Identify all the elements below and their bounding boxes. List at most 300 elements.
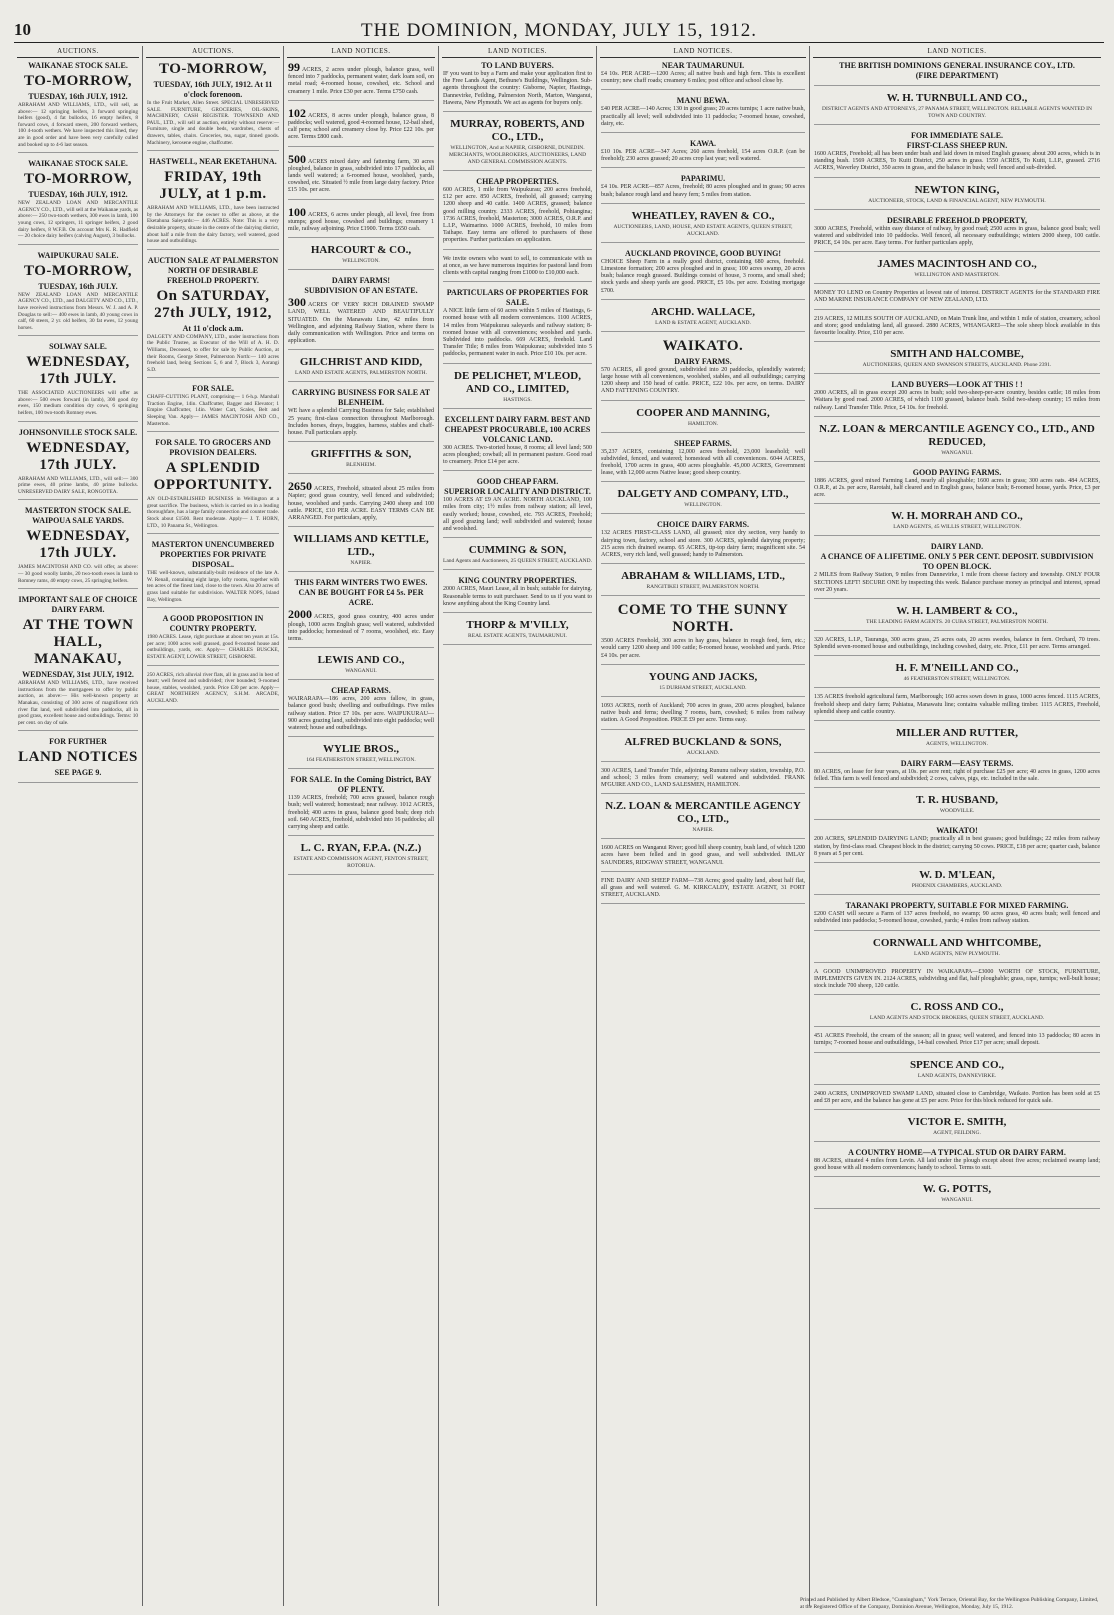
ad-heading: PARTICULARS OF PROPERTIES FOR SALE. <box>446 288 589 308</box>
advertisement <box>814 348 1100 374</box>
ad-listing <box>601 530 805 559</box>
ads-list <box>597 61 809 904</box>
ad-heading: PAPARIMU. <box>680 174 726 184</box>
ad-listing <box>443 586 592 608</box>
ad-heading: WAIKANAE STOCK SALE. <box>28 61 128 70</box>
ad-listing <box>814 390 1100 412</box>
ad-listing <box>601 768 805 790</box>
agent-name: H. F. M'NEILL AND CO., <box>895 662 1019 675</box>
ads-list <box>810 61 1104 1209</box>
ad-heading: DAIRY FARM—EASY TERMS. <box>900 759 1014 769</box>
advertisement <box>814 1001 1100 1027</box>
ad-listing <box>814 769 1100 783</box>
ad-subheading: WEDNESDAY, 31st JULY, 1912. <box>22 670 134 680</box>
column-auctions-2 <box>143 46 284 1606</box>
advertisement <box>601 306 805 332</box>
ad-heading: KING COUNTRY PROPERTIES. <box>458 576 577 586</box>
listing-text: ACRES, 6 acres under plough, all level, free from stumps; good house, cowshed and buildings; creamery 1 mile, railway adjoining. Price £1900. Terms £650 cash. <box>288 211 434 233</box>
ad-heading: THIS FARM WINTERS TWO EWES. CAN BE BOUGHT FOR £4 5s. PER ACRE. <box>294 578 428 608</box>
further-title: LAND NOTICES <box>18 749 138 766</box>
ad-listing <box>601 878 805 900</box>
advertisement <box>18 595 138 731</box>
advertisement <box>814 258 1100 284</box>
listing-text: 80 ACRES, on lease for four years, at 10s. per acre rent; right of purchase £25 per acre; 40 acres in grass, 1200 acres felled. This farm is well fenced and subdivided; 2 cows, calves, pigs, etc. included in the sale. <box>814 769 1100 783</box>
listing-text: MONEY TO LEND on Country Properties at lowest rate of interest. DISTRICT AGENTS for the STANDARD FIRE AND MARINE INSURANCE COMPANY OF NEW ZEALAND, LTD. <box>814 290 1100 304</box>
advertisement <box>288 448 434 474</box>
advertisement <box>288 533 434 572</box>
ad-listing <box>814 1033 1100 1047</box>
advertisement <box>814 1116 1100 1142</box>
advertisement <box>443 177 592 250</box>
advertisement <box>814 1033 1100 1052</box>
listing-text: ACRES, 2 acres under plough, balance grass, well fenced into 7 paddocks, permanent water, dark loam soil, on metal road; 4-roomed house, cowshed, etc. School and creamery 1 mile. Price £30 per acre. Terms £750 cash. <box>288 67 434 95</box>
agent-name: NEWTON KING, <box>914 183 1000 196</box>
advertisement <box>601 520 805 564</box>
agent-address: BLENHEIM. <box>346 462 376 469</box>
agent-address: WELLINGTON AND MASTERTON. <box>914 272 1000 279</box>
ad-listing <box>814 290 1100 304</box>
ad-heading: SOLWAY SALE. <box>49 342 107 352</box>
ad-heading: SHEEP FARMS. <box>674 438 732 448</box>
listing-text: FINE DAIRY AND SHEEP FARM—738 Acres; good quality land, about half flat, all grass and well watered. G. M. KIRKCALDY, ESTATE AGENT, 31 FORT STREET, AUCKLAND. <box>601 877 805 899</box>
ad-subheading: TUESDAY, 16th JULY. <box>38 281 118 291</box>
listing-text: 219 ACRES, 12 MILES SOUTH OF AUCKLAND, on Main Trunk line, and within 1 mile of station, creamery, school and store; good undulating land, all grassed. 2880 ACRES, WHANGAREI—The sole sheep block available in this favourite locality. Price, £10 per acre. <box>814 315 1100 337</box>
ad-heading: THE BRITISH DOMINIONS GENERAL INSURANCE COY., LTD. <box>839 61 1075 70</box>
ad-heading: CARRYING BUSINESS FOR SALE AT BLENHEIM. <box>291 388 431 408</box>
agent-address: LAND AGENTS, DANNEVIRKE. <box>917 1072 997 1079</box>
listing-text: £4 10s. PER ACRE—857 Acres, freehold; 80 acres ploughed and in grass; 90 acres bush; balance rough land and heavy fern; 5 miles from station. <box>601 184 805 198</box>
ad-body: JAMES MACINTOSH AND CO. will offer, as above:— 30 good woolly lambs, 20 two-tooth ewes in lamb to Romney rams, 40 empty cows, 25 springing heifers. <box>18 564 138 584</box>
ad-heading: DESIRABLE FREEHOLD PROPERTY, <box>886 215 1028 225</box>
advertisement <box>443 288 592 363</box>
advertisement <box>601 570 805 596</box>
ad-listing <box>288 107 434 142</box>
advertisement <box>18 506 138 589</box>
agent-name: CUMMING & SON, <box>468 544 567 557</box>
ad-listing <box>443 187 592 245</box>
agent-address: DISTRICT AGENTS AND ATTORNEYS, 27 PANAMA STREET, WELLINGTON. RELIABLE AGENTS WANTED IN TOWN AND COUNTRY. <box>822 106 1092 119</box>
ad-listing <box>814 1158 1100 1172</box>
agent-name: W. D. M'LEAN, <box>919 869 995 882</box>
acreage-figure: 102 <box>288 105 306 120</box>
ad-listing <box>601 184 805 198</box>
ad-heading: JOHNSONVILLE STOCK SALE. <box>18 427 138 437</box>
agent-address: LAND AGENTS, NEW PLYMOUTH. <box>914 950 1000 957</box>
advertisement <box>601 488 805 514</box>
advertisement <box>814 826 1100 863</box>
advertisement <box>18 428 138 501</box>
column-header: AUCTIONS. <box>17 46 139 58</box>
agent-address: REAL ESTATE AGENTS, TAUMARUNUI. <box>468 632 567 639</box>
advertisement <box>601 878 805 905</box>
column-land-notices-5 <box>597 46 810 1606</box>
advertisement <box>288 244 434 270</box>
listing-text: 2000 ACRES, Mauri Lease, all in bush; suitable for dairying. Reasonable terms to suit purchaser. Send to us if you want to know anything about the King Country land. <box>443 586 592 607</box>
ad-listing <box>814 478 1100 500</box>
agent-name: GRIFFITHS & SON, <box>310 448 412 461</box>
ad-body: ABRAHAM AND WILLIAMS, LTD., will sell:— 300 prime ewes, 40 prime lambs, 40 prime bullocks. UNRESERVED DAIRY SALE, RONGOTEA. <box>18 475 138 495</box>
ad-display-line: WAIKATO. <box>662 337 744 354</box>
advertisement <box>814 662 1100 688</box>
ad-display-line: WEDNESDAY, 17th JULY. <box>26 354 130 388</box>
advertisement <box>814 1148 1100 1177</box>
advertisement <box>288 743 434 769</box>
column-header: LAND NOTICES. <box>813 46 1101 58</box>
imprint-footer: Printed and Published by Albert Bledsoe, "Cunningham," York Terrace, Oriental Bay, for the Wellington Publishing Company, Limited, at the Registered Office of the Company, Dominion Avenue, Wellington, Monday, July 15, 1912. <box>800 1597 1099 1610</box>
agent-address: 15 DURHAM STREET, AUCKLAND. <box>659 684 747 691</box>
agent-address: WANGANUI. <box>941 449 973 456</box>
ad-listing <box>814 1091 1100 1105</box>
ad-subheading: DAIRY FARMS. <box>674 356 732 366</box>
ad-heading: GOOD PAYING FARMS. <box>912 467 1002 477</box>
advertisement <box>814 727 1100 753</box>
agent-name: N.Z. LOAN & MERCANTILE AGENCY CO., LTD., AND REDUCED, <box>819 422 1095 448</box>
acreage-figure: 100 <box>288 204 306 219</box>
ad-body: ABRAHAM AND WILLIAMS, LTD., have received instructions from the mortgagees to offer by public auction, as above:— His well-known property at Manakau, consisting of 300 acres of magnificent rich river flat land, well subdivided into paddocks, all in good grass, excellent house and outbuildings. Terms: 10 per cent. on day of sale. <box>18 680 138 726</box>
ad-heading: IMPORTANT SALE OF CHOICE DAIRY FARM. <box>18 595 138 615</box>
advertisement <box>443 576 592 613</box>
ad-listing <box>601 106 805 128</box>
listing-text: 2400 ACRES, UNIMPROVED SWAMP LAND, situated close to Cambridge, Waikato. Portion has been sold at £5 and £8 per acre, and the balance has gone at £5 per acre. Price for this block reduced for quick sale. <box>814 1090 1100 1104</box>
agent-name: MURRAY, ROBERTS, AND CO., LTD., <box>450 118 585 144</box>
ad-body: 250 ACRES, rich alluvial river flats, all in grass and in best of heart; well fenced and subdivided; river bounded; 9-roomed house, stables, woolshed, yards. Price £30 per acre. Apply— GREAT NORTHERN AGENCY, S.H.M. ARCADE, AUCKLAND. <box>147 671 279 704</box>
ad-display-line: TO-MORROW, <box>24 73 132 89</box>
agent-address: WANGANUI. <box>345 668 377 675</box>
ad-body: THE ASSOCIATED AUCTIONEERS will offer as above:— 500 ewes forward (in lamb), 300 good dry ewes, 150 medium condition dry cows, 6 springing heifers, 100 two-tooth Romney ewes. <box>18 390 138 417</box>
listing-text: £10 10s. PER ACRE—347 Acres; 260 acres freehold, 154 acres O.R.P. (can be freehold); 230 acres grassed; 20 acres crop last year; well watered. <box>601 149 805 163</box>
advertisement <box>601 407 805 433</box>
ad-subheading: TUESDAY, 16th JULY, 1912. <box>28 92 128 101</box>
agent-address: LAND AGENTS AND STOCK BROKERS, QUEEN STREET, AUCKLAND. <box>869 1015 1045 1022</box>
agent-name: C. ROSS AND CO., <box>910 1001 1004 1014</box>
ad-listing <box>443 256 592 278</box>
agent-address: AUCKLAND. <box>686 749 720 756</box>
ad-display-line: TO-MORROW, <box>159 61 267 77</box>
advertisement <box>443 544 592 570</box>
advertisement <box>147 256 279 379</box>
agent-address: ESTATE AND COMMISSION AGENT, FENTON STREET, ROTORUA. <box>293 856 429 870</box>
listing-text: 570 ACRES, all good ground, subdivided into 20 paddocks, splendidly watered; large house with all conveniences, woolshed, stables, and all outbuildings; carrying 1200 sheep and 150 head of cattle. PRICE, £22 10s. per acre, on terms. DAIRY AND FATTENING COUNTRY. <box>601 366 805 395</box>
ad-listing <box>601 149 805 163</box>
ad-listing <box>443 497 592 533</box>
advertisement <box>443 477 592 538</box>
advertisement <box>443 370 592 409</box>
agent-name: SPENCE AND CO., <box>909 1058 1005 1071</box>
listing-text: 135 ACRES freehold agricultural farm, Marlborough; 160 acres sown down in grass, 1000 acres fenced. 1115 ACRES, freehold sheep and dairy farm; Pahiatua, Manawatu line; contains valuable milling timber. 1115 ACRES, Freehold, splendid sheep and cattle country. <box>814 694 1100 715</box>
ad-display-line: AT THE TOWN HALL, MANAKAU, <box>22 617 134 668</box>
advertisement <box>147 672 279 710</box>
ad-subheading: A CHANCE OF A LIFETIME. ONLY 5 PER CENT. DEPOSIT. SUBDIVISION TO OPEN BLOCK. <box>820 552 1094 572</box>
advertisement <box>443 118 592 171</box>
listing-text: ACRES mixed dairy and fattening farm, 30 acres ploughed, balance in grass, subdivided into 17 paddocks, all lands well watered; a 6-roomed house, woolshed, yards, cowshed, etc. Situated ½ mile from large dairy factory. Price £15 10s. per acre. <box>288 158 434 194</box>
agent-name: JAMES MACINTOSH AND CO., <box>877 258 1037 271</box>
further-heading: FOR FURTHER <box>49 737 107 747</box>
ad-heading: HASTWELL, NEAR EKETAHUNA. <box>149 157 277 167</box>
advertisement <box>18 342 138 421</box>
advertisement <box>288 276 434 350</box>
advertisement <box>601 736 805 762</box>
ad-heading: FOR SALE. TO GROCERS AND PROVISION DEALERS. <box>155 438 271 458</box>
advertisement <box>147 438 279 534</box>
listing-text: 1139 ACRES, freehold; 700 acres grassed, balance rough bush; well watered; homestead; near railway. 1012 ACRES, freehold; 400 acres in grass, balance good bush; deep rich soil. 640 ACRES, freehold, subdivided into 16 paddocks; all carrying sheep and cattle. <box>288 795 434 830</box>
ad-heading: AUCTION SALE AT PALMERSTON NORTH OF DESIRABLE FREEHOLD PROPERTY. <box>147 255 279 285</box>
listing-text: IF you want to buy a Farm and make your application first to the Free Lands Agent, Bethune's Buildings, Wellington. Sub-agents throughout the country: Gisborne, Napier, Hastings, Dannevirke, Feilding, Palmerston North, Marton, Wanganui, Hawera, New Plymouth. We act as agents for buyers only. <box>443 71 592 106</box>
ad-heading: CHEAP PROPERTIES. <box>476 177 559 187</box>
ad-subheading: (FIRE DEPARTMENT) <box>915 71 999 80</box>
listing-text: A NICE little farm of 60 acres within 5 miles of Hastings, 6-roomed house with all modern conveniences. 1100 ACRES, 14 miles from Waipukurau saleyards and railway station; 8-roomed house with all conveniences; woolshed and yards. Subdivided into paddocks. 669 ACRES, freehold. Land Transfer Title; 8 miles from Waipukurau; subdivided into 5 paddocks, permanent water in each. Price £10 10s. per acre. <box>443 308 592 358</box>
listing-text: £200 CASH will secure a Farm of 137 acres freehold, no swamp; 90 acres grass, 40 acres bush; well fenced and subdivided into paddocks; 5-roomed house, cowshed, yards; 4 miles from railway station. <box>814 911 1100 925</box>
ad-subheading: FIRST-CLASS SHEEP RUN. <box>906 141 1008 150</box>
columns <box>14 46 1104 1606</box>
advertisement <box>147 157 279 250</box>
ad-listing <box>601 367 805 396</box>
further-land-notices <box>18 737 138 783</box>
acreage-figure: 2000 <box>288 607 312 622</box>
ad-body: THE well-known, substantially-built residence of the late A. W. Renall, containing eight large, lofty rooms, together with ten acres of the finest land, close to the town. Also 20 acres of grass land suitable for subdivision. WALTER NOPS, Island Bay, Wellington. <box>147 570 279 603</box>
advertisement <box>601 671 805 697</box>
ad-heading: WAIKATO! <box>936 826 978 836</box>
advertisement <box>814 694 1100 721</box>
advertisement <box>601 96 805 133</box>
ad-body: NEW ZEALAND LOAN AND MERCANTILE AGENCY CO., LTD., will sell at the Waikanae yards, as above:— 250 two-tooth wethers, 300 ewes in lamb, 100 young cows, 12 springers, 11 springer heifers, 2 good dairy heifers, 8 W.F.B. On account Mrs K. R. Hadfield— 20 choice dairy heifers (calving August), 3 bullocks. <box>18 200 139 240</box>
ads-list <box>284 61 438 875</box>
agent-address: PHOENIX CHAMBERS, AUCKLAND. <box>911 883 1003 890</box>
ad-body: ABRAHAM AND WILLIAMS, LTD., will sell, as above:— 12 springing heifers, 3 forward springing heifers (good), 4 fat bullocks, 16 empty heifers, 8 forward cows, 4 forward steers, 200 forward wethers, 100 4-tooth wethers. We have inspected this lined, they are in good order and have been very carefully culled and booked up to 4-6 last season. <box>18 102 138 148</box>
ad-subheading: SUBDIVISION OF AN ESTATE. <box>304 286 418 296</box>
ad-listing <box>814 316 1100 338</box>
ad-heading: LAND BUYERS—LOOK AT THIS ! ! <box>891 380 1023 390</box>
agent-address: 46 FEATHERSTON STREET, WELLINGTON. <box>903 676 1011 683</box>
agent-address: WELLINGTON, And at NAPIER, GISBORNE, DUNEDIN. MERCHANTS, WOOLBROKERS, AUCTIONEERS, LAND AND GENERAL COMMISSION AGENTS. <box>448 145 587 166</box>
agent-address: WOODVILLE. <box>939 808 975 815</box>
advertisement <box>814 605 1100 631</box>
ad-heading: KAWA. <box>689 139 716 149</box>
agent-address: AUCTIONEER, STOCK, LAND & FINANCIAL AGENT, NEW PLYMOUTH. <box>868 197 1046 204</box>
agent-name: MILLER AND RUTTER, <box>896 727 1018 740</box>
ad-body: In the Fruit Market, Allen Street. SPECIAL UNRESERVED SALE. FURNITURE, GROCERIES, OIL-SKINS, MACHINERY, CASH REGISTER. TOWNSEND AND PAUL, LTD., will sell at auction, entirely without reserve:— Furniture, single and double beds, wardrobes, chests of drawers, tables, chairs. Groceries, tea, sugar, tinned goods. Machinery, kerosene engine, chaffcutter. <box>147 100 279 146</box>
advertisement <box>288 578 434 648</box>
agent-name: YOUNG AND JACKS, <box>648 670 758 683</box>
advertisement <box>18 251 138 337</box>
acreage-figure: 300 <box>288 295 306 310</box>
advertisement <box>814 380 1100 417</box>
advertisement <box>443 415 592 472</box>
agent-address: NAPIER. <box>350 560 372 567</box>
listing-text: 1600 ACRES, Freehold; all has been under bush and laid down in mixed English grasses; about 200 acres, which is in standing bush. 1569 ACRES, To Kuiti District, 250 acres in grass. 1550 ACRES, To Kuiti, L.I.P., grassed. 2716 ACRES, Waverley District, 350 acres in grass, and the balance in bush; well fenced and sub-divided. <box>814 151 1100 172</box>
advertisement <box>147 540 279 608</box>
ad-listing <box>814 969 1100 991</box>
ad-body: NEW ZEALAND LOAN AND MERCANTILE AGENCY CO., LTD., and DALGETY AND CO., LTD., have received instructions from Messrs. W. J. and A. P. Douglas to sell:— 400 ewes in lamb, 40 young cows in calf, 60 steers, 2 yr. old heifers, 30 fat ewes, 12 young horses. <box>18 291 138 331</box>
agent-name: WYLIE BROS., <box>322 743 400 756</box>
advertisement <box>814 542 1100 599</box>
agent-name: ALFRED BUCKLAND & SONS, <box>624 735 782 748</box>
advertisement <box>814 901 1100 930</box>
agent-name: W. H. TURNBULL AND CO., <box>886 92 1028 104</box>
ad-listing <box>814 836 1100 858</box>
advertisement <box>601 602 805 665</box>
ad-display-line: FRIDAY, 19th JULY, at 1 p.m. <box>159 169 267 203</box>
ad-listing <box>601 845 805 867</box>
ad-heading: A GOOD PROPOSITION IN COUNTRY PROPERTY. <box>162 614 264 634</box>
advertisement <box>814 216 1100 253</box>
ad-heading: GOOD CHEAP FARM. <box>476 477 559 487</box>
ad-listing <box>601 449 805 478</box>
advertisement <box>814 468 1100 505</box>
advertisement <box>601 174 805 203</box>
advertisement <box>814 316 1100 343</box>
advertisement <box>601 703 805 730</box>
advertisement <box>814 61 1100 86</box>
advertisement <box>814 131 1100 178</box>
listing-text: 1886 ACRES, good mixed Farming Land, nearly all ploughable; 1600 acres in grass; 300 acres oats. 484 ACRES, O.R.P., at 2s. per acre, Rarotahi, half cleared and in English grass, balance bush; 8-roomed house, yards. Price, £3 per acre. <box>814 477 1100 499</box>
ad-heading: DAIRY FARMS! <box>331 276 391 286</box>
advertisement <box>601 800 805 839</box>
advertisement <box>601 845 805 872</box>
listing-text: £40 PER ACRE—140 Acres; 130 in good grass; 20 acres turnips; 1 acre native bush, practically all level; well subdivided into 11 paddocks; 7-roomed house, cowshed, dairy, etc. <box>601 106 805 127</box>
listing-text: 200 ACRES, SPLENDID DAIRYING LAND; practically all in best grasses; good buildings; 22 miles from railway station, by first-class road. Cheapest block in the district; carrying 50 cows. PRICE, £18 per acre; quarter cash, balance 8 years at 5 per cent. <box>814 836 1100 857</box>
ad-display-line: On SATURDAY, 27th JULY, 1912, <box>154 287 272 321</box>
agent-address: WELLINGTON. <box>342 258 380 265</box>
ad-listing <box>814 694 1100 716</box>
agent-name: GILCHRIST AND KIDD, <box>299 356 423 369</box>
advertisement <box>288 842 434 875</box>
listing-text: CHOICE Sheep Farm in a really good district, containing 680 acres, freehold. Limestone formation; 200 acres ploughed and in grass; 100 acres swamp, 20 acres bush; balance rough grassed. Buildings consist of house, 3 rooms, and small shed; stock yards and sheep yards are good. PRICE, £5 10s. per acre. Existing mortgage £700. <box>601 258 805 294</box>
agent-address: HASTINGS. <box>503 396 532 403</box>
agent-address: LAND AND ESTATE AGENTS, PALMERSTON NORTH. <box>294 370 427 377</box>
ad-heading: FOR IMMEDIATE SALE. <box>910 131 1004 140</box>
ad-listing <box>288 795 434 831</box>
advertisement <box>288 356 434 382</box>
agent-address: 164 FEATHERSTON STREET, WELLINGTON. <box>306 757 416 764</box>
ad-subheading: At 11 o'clock a.m. <box>182 323 244 333</box>
advertisement <box>814 423 1100 462</box>
ads-list <box>143 61 283 710</box>
further-page-ref: SEE PAGE 9. <box>54 768 102 778</box>
advertisement <box>18 61 138 153</box>
agent-address: RANGITIKEI STREET, PALMERSTON NORTH. <box>646 584 760 591</box>
advertisement <box>443 256 592 283</box>
listing-text: £4 10s. PER ACRE—1200 Acres; all native bush and high fern. This is excellent country; new chaff roads; creamery 6 miles; post office and school close by. <box>601 71 805 85</box>
agent-name: DALGETY AND COMPANY, LTD., <box>617 488 789 501</box>
ad-listing <box>601 71 805 85</box>
advertisement <box>814 92 1100 125</box>
advertisement <box>288 153 434 200</box>
advertisement <box>288 686 434 737</box>
ad-heading: CHOICE DAIRY FARMS. <box>657 520 749 530</box>
acreage-figure: 500 <box>288 151 306 166</box>
advertisement <box>601 61 805 90</box>
advertisement <box>443 61 592 112</box>
listing-text: 600 ACRES, 1 mile from Waipukurau; 200 acres freehold, £12 per acre. 850 ACRES, freehold, all grassed; carrying 1200 sheep and 40 cattle. 1400 ACRES, grassed; balance good milling country. 2333 ACRES, freehold, Pohiangina; 1736 ACRES, freehold, Masterton; 3000 ACRES, O.R.P. and L.I.P., Waimarino. 1000 ACRES, freehold, 10 miles from Taihape. Easy terms are offered to purchasers of these properties. Further particulars on application. <box>443 187 592 244</box>
advertisement <box>288 206 434 239</box>
agent-name: HARCOURT & CO., <box>310 244 412 257</box>
acreage-figure: 2650 <box>288 479 312 494</box>
ad-display-line: A SPLENDID OPPORTUNITY. <box>153 460 273 494</box>
listing-text: 2000 ACRES, all in grass except 200 acres in bush; sold two-sheep-per-acre country, besides cattle; 18 miles from Waitara by good road. 2000 ACRES, of which 1100 grassed, balance bush. Solid two-sheep country; 15 miles from railway. Land Transfer Title. Price, £4 10s. for freehold. <box>814 390 1100 411</box>
agent-address: LAND AGENTS, 45 WILLIS STREET, WELLINGTON. <box>893 524 1021 531</box>
ad-display-line: COME TO THE SUNNY NORTH. <box>617 602 789 636</box>
ad-heading: FOR SALE. In the Coming District, BAY OF PLENTY. <box>290 775 432 795</box>
listing-text: WE have a splendid Carrying Business for Sale; established 25 years; first-class connection throughout Marlborough. Includes horses, drays, buggies, harness, stables and chaff-house. Full particulars apply. <box>288 408 434 437</box>
listing-text: 451 ACRES Freehold, the cream of the season; all in grass; well watered, and fenced into 13 paddocks; 80 acres in turnips; 7-roomed house and outbuildings, 14-bail cowshed. Price £17 per acre; small deposit. <box>814 1033 1100 1047</box>
ads-list <box>439 61 596 645</box>
advertisement <box>147 61 279 151</box>
listing-text: We invite owners who want to sell, to communicate with us at once, as we have numerous inquiries for pastoral land from clients with capital ranging from £1000 to £10,000 each. <box>443 255 592 277</box>
advertisement <box>814 290 1100 309</box>
ad-heading: MASTERTON UNENCUMBERED PROPERTIES FOR PRIVATE DISPOSAL. <box>151 540 275 570</box>
listing-text: A GOOD UNIMPROVED PROPERTY IN WAIKAPAPA—£3000 WORTH OF STOCK, FURNITURE, IMPLEMENTS GIVEN IN. 2124 ACRES, subdividing and flat, half ploughable; grass, rape, turnips; well-built house; stock include 700 sheep, 120 cattle. <box>814 968 1100 989</box>
agent-name: ARCHD. WALLACE, <box>650 305 755 318</box>
advertisement <box>288 480 434 527</box>
ad-body: ABRAHAM AND WILLIAMS, LTD., have been instructed by the Attorneys for the owner to offer as above, at the Eketahuna Saleyards:— 446 ACRES. Note: This is a very desirable property, situate in the centre of the dairying district, about half a mile from the dairy factory, well watered, good house and outbuildings. <box>147 205 279 245</box>
ad-listing <box>814 151 1100 173</box>
ad-heading: EXCELLENT DAIRY FARM. BEST AND CHEAPEST PROCURABLE, 100 ACRES VOLCANIC LAND. <box>444 414 591 444</box>
ad-display-line: WEDNESDAY, 17th JULY. <box>26 528 130 562</box>
ad-heading: WAIKANAE STOCK SALE. <box>28 159 128 169</box>
listing-text: 1093 ACRES, north of Auckland; 700 acres in grass, 200 acres ploughed, balance native bush and ferns; dwelling 7 rooms, barn, cowshed; 6 miles from railway station. A Good Proposition. PRICE £9 per acre. Terms easy. <box>601 702 805 724</box>
agent-name: T. R. HUSBAND, <box>915 794 998 807</box>
ad-listing <box>288 153 434 195</box>
ad-heading: DAIRY LAND. <box>930 542 984 552</box>
ad-display-line: TO-MORROW, <box>24 171 132 188</box>
agent-address: AUCTIONEERS, LAND, HOUSE, AND ESTATE AGENTS, QUEEN STREET, AUCKLAND. <box>613 223 793 237</box>
column-land-notices-6 <box>810 46 1104 1606</box>
masthead <box>14 18 1104 43</box>
agent-name: WILLIAMS AND KETTLE, LTD., <box>293 533 429 559</box>
agent-address: LAND & ESTATE AGENT, AUCKLAND. <box>655 319 751 326</box>
ad-listing <box>814 572 1100 594</box>
ad-heading: WAIPUKURAU SALE. <box>37 250 119 260</box>
agent-name: W. G. POTTS, <box>922 1183 992 1196</box>
listing-text: ACRES OF VERY RICH DRAINED SWAMP LAND, WELL WATERED AND BEAUTIFULLY SITUATED. On the Manawatu Line, 42 miles from Wellington, and adjoining Railway Station, where there is daily communication with Wellington. Price and terms on application. <box>288 302 434 345</box>
advertisement <box>288 654 434 680</box>
ad-heading: TO LAND BUYERS. <box>481 61 554 70</box>
advertisement <box>601 338 805 401</box>
agent-address: AUCTIONEERS, QUEEN AND SWANSON STREETS, AUCKLAND. Phone 2391. <box>862 362 1052 369</box>
column-land-notices-4 <box>439 46 597 1606</box>
agent-address: WANGANUI. <box>941 1197 973 1204</box>
advertisement <box>601 768 805 795</box>
listing-text: 1600 ACRES on Wanganui River; good hill sheep country, bush land, of which 1200 acres have been felled and in good grass, and well subdivided. IMLAY SAUNDERS, RIDGWAY STREET, WANGANUI. <box>601 845 805 866</box>
ad-body: DALGETY AND COMPANY, LTD., under instructions from the Public Trustee, as Executor of the Will of A. H. D. Williams, Deceased, to offer for sale by Public Auction, at their Rooms, George Street, Palmerston North:— 140 acres freehold land, being Sections 5, 6 and 7, Block 3, Aorangi S.D. <box>147 333 279 373</box>
ad-display-line: TO-MORROW, <box>24 262 132 279</box>
column-header: AUCTIONS. <box>146 46 280 58</box>
agent-name: N.Z. LOAN & MERCANTILE AGENCY CO., LTD., <box>605 800 801 826</box>
ad-listing <box>601 638 805 660</box>
ad-heading: MASTERTON STOCK SALE. WAIPOUA SALE YARDS. <box>25 506 131 526</box>
listing-text: 2 MILES from Railway Station, 9 miles from Dannevirke, 1 mile from cheese factory and township. ONLY FOUR SECTIONS LEFT! SECURE ONE by inspecting this week. Balance purchase money as principal and interest, spread over 20 years. <box>814 572 1100 593</box>
ad-heading: AUCKLAND PROVINCE, GOOD BUYING! <box>624 248 781 258</box>
ad-heading: CHEAP FARMS. <box>331 686 391 696</box>
agent-name: DE PELICHET, M'LEOD, AND CO., LIMITED, <box>454 369 581 395</box>
ad-listing <box>288 296 434 345</box>
column-header: LAND NOTICES. <box>442 46 593 58</box>
agent-address: WELLINGTON. <box>684 502 722 509</box>
advertisement <box>147 384 279 432</box>
column-header: LAND NOTICES. <box>600 46 806 58</box>
listing-text: 3000 ACRES, Freehold, within easy distance of railway, by good road; 2500 acres in grass, balance good bush; well watered and subdivided into 10 paddocks. Well fenced, all necessary outbuildings; winters 2000 sheep, 100 cattle. PRICE, £4 10s. per acre. Easy terms. For further particulars apply, <box>814 225 1100 247</box>
listing-text: ACRES, 8 acres under plough, balance grass, 8 paddocks; well watered, good 4-roomed house, 12-bail shed, calf pens; school and creamery close by. Price £22 10s. per acre. Terms £800 cash. <box>288 112 434 141</box>
ad-listing <box>814 911 1100 925</box>
agent-name: VICTOR E. SMITH, <box>907 1115 1007 1128</box>
listing-text: 3500 ACRES Freehold, 300 acres in hay grass, balance in rough feed, fern, etc.; would carry 1200 sheep and 100 cattle; 8-roomed house, woolshed and yards. Price £4 10s. per acre. <box>601 638 805 659</box>
agent-name: SMITH AND HALCOMBE, <box>890 348 1024 361</box>
agent-name: WHEATLEY, RAVEN & CO., <box>631 209 775 222</box>
ad-subheading: TUESDAY, 16th JULY, 1912. At 11 o'clock forenoon. <box>153 80 273 99</box>
listing-text: 300 ACRES. Two-storied house, 8 rooms; all level land; 500 acres ploughed; cowbail; all in permanent pasture. Good road to creamery. Price £14 per acre. <box>443 444 592 466</box>
ad-listing <box>288 61 434 96</box>
agent-name: COOPER AND MANNING, <box>636 406 770 419</box>
